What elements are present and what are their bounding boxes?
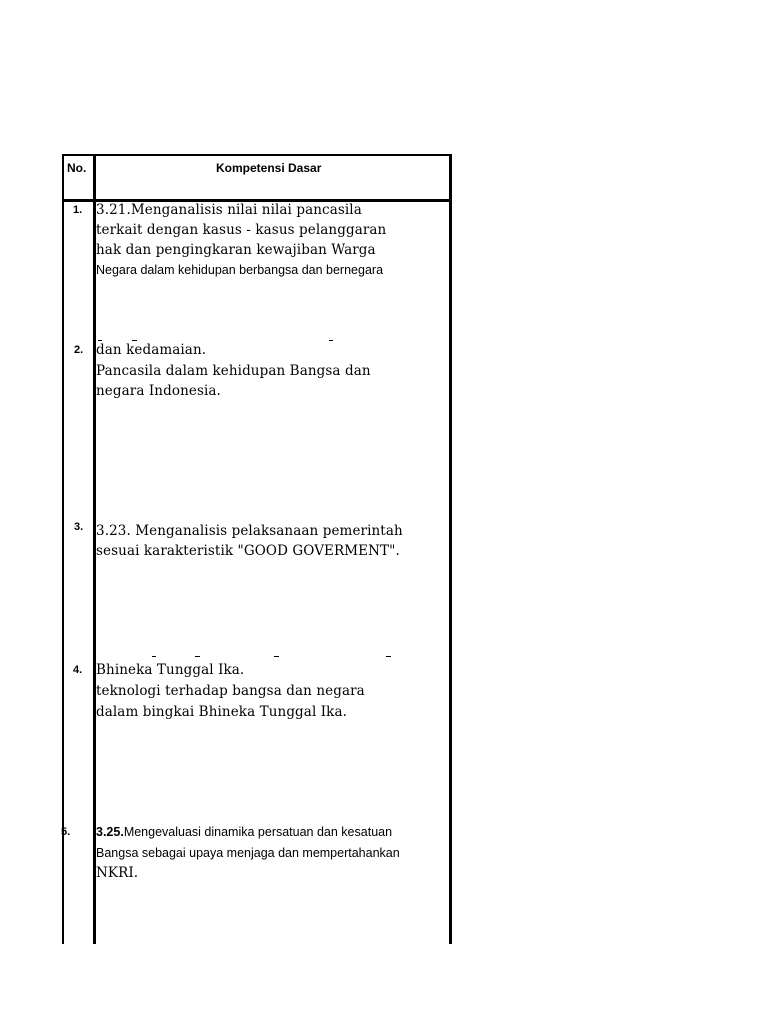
row-2-line-3: negara Indonesia. xyxy=(96,383,221,399)
row-4-clipped-text-fragment xyxy=(274,656,279,657)
row-4-number: 4. xyxy=(73,664,83,676)
row-5-line-2: Bangsa sebagai upaya menjaga dan mempertahankan xyxy=(96,846,400,860)
row-2-number: 2. xyxy=(74,344,84,356)
row-4-clipped-text-fragment xyxy=(386,656,391,657)
row-1-line-1: 3.21.Menganalisis nilai nilai pancasila xyxy=(96,202,362,218)
row-4-line-3: dalam bingkai Bhineka Tunggal Ika. xyxy=(96,704,348,720)
row-1-line-3: hak dan pengingkaran kewajiban Warga xyxy=(96,242,376,258)
row-5-number: 5. xyxy=(61,826,71,838)
row-5-line-3: NKRI. xyxy=(96,865,139,881)
row-2-line-1: dan kedamaian. xyxy=(96,342,207,358)
row-2-clipped-text-fragment xyxy=(132,340,137,341)
row-3-line-1: 3.23. Menganalisis pelaksanaan pemerintah xyxy=(96,523,403,539)
table-right-border xyxy=(449,154,452,944)
row-5-line-1-text: Mengevaluasi dinamika persatuan dan kesatuan xyxy=(123,825,393,839)
kompetensi-dasar-table xyxy=(62,154,452,944)
row-4-line-1: Bhineka Tunggal Ika. xyxy=(96,662,245,678)
row-5-line-1 xyxy=(96,825,392,839)
row-3-number: 3. xyxy=(74,521,84,533)
row-5-prefix: 3.25. xyxy=(96,825,124,839)
row-2-line-2: Pancasila dalam kehidupan Bangsa dan xyxy=(96,363,371,379)
row-4-clipped-text-fragment xyxy=(195,656,200,657)
row-4-clipped-text-fragment xyxy=(152,656,156,657)
row-3-line-2: sesuai karakteristik "GOOD GOVERMENT". xyxy=(96,543,400,559)
row-1-line-4: Negara dalam kehidupan berbangsa dan bernegara xyxy=(96,263,384,277)
row-2-clipped-text-fragment xyxy=(98,340,102,341)
row-1-number: 1. xyxy=(73,204,83,216)
header-kompetensi-dasar: Kompetensi Dasar xyxy=(216,161,322,175)
row-4-line-2: teknologi terhadap bangsa dan negara xyxy=(96,683,365,699)
header-no: No. xyxy=(67,161,87,175)
row-2-clipped-text-fragment xyxy=(329,340,333,341)
row-1-line-2: terkait dengan kasus - kasus pelanggaran xyxy=(96,222,387,238)
table-top-border xyxy=(62,154,452,156)
